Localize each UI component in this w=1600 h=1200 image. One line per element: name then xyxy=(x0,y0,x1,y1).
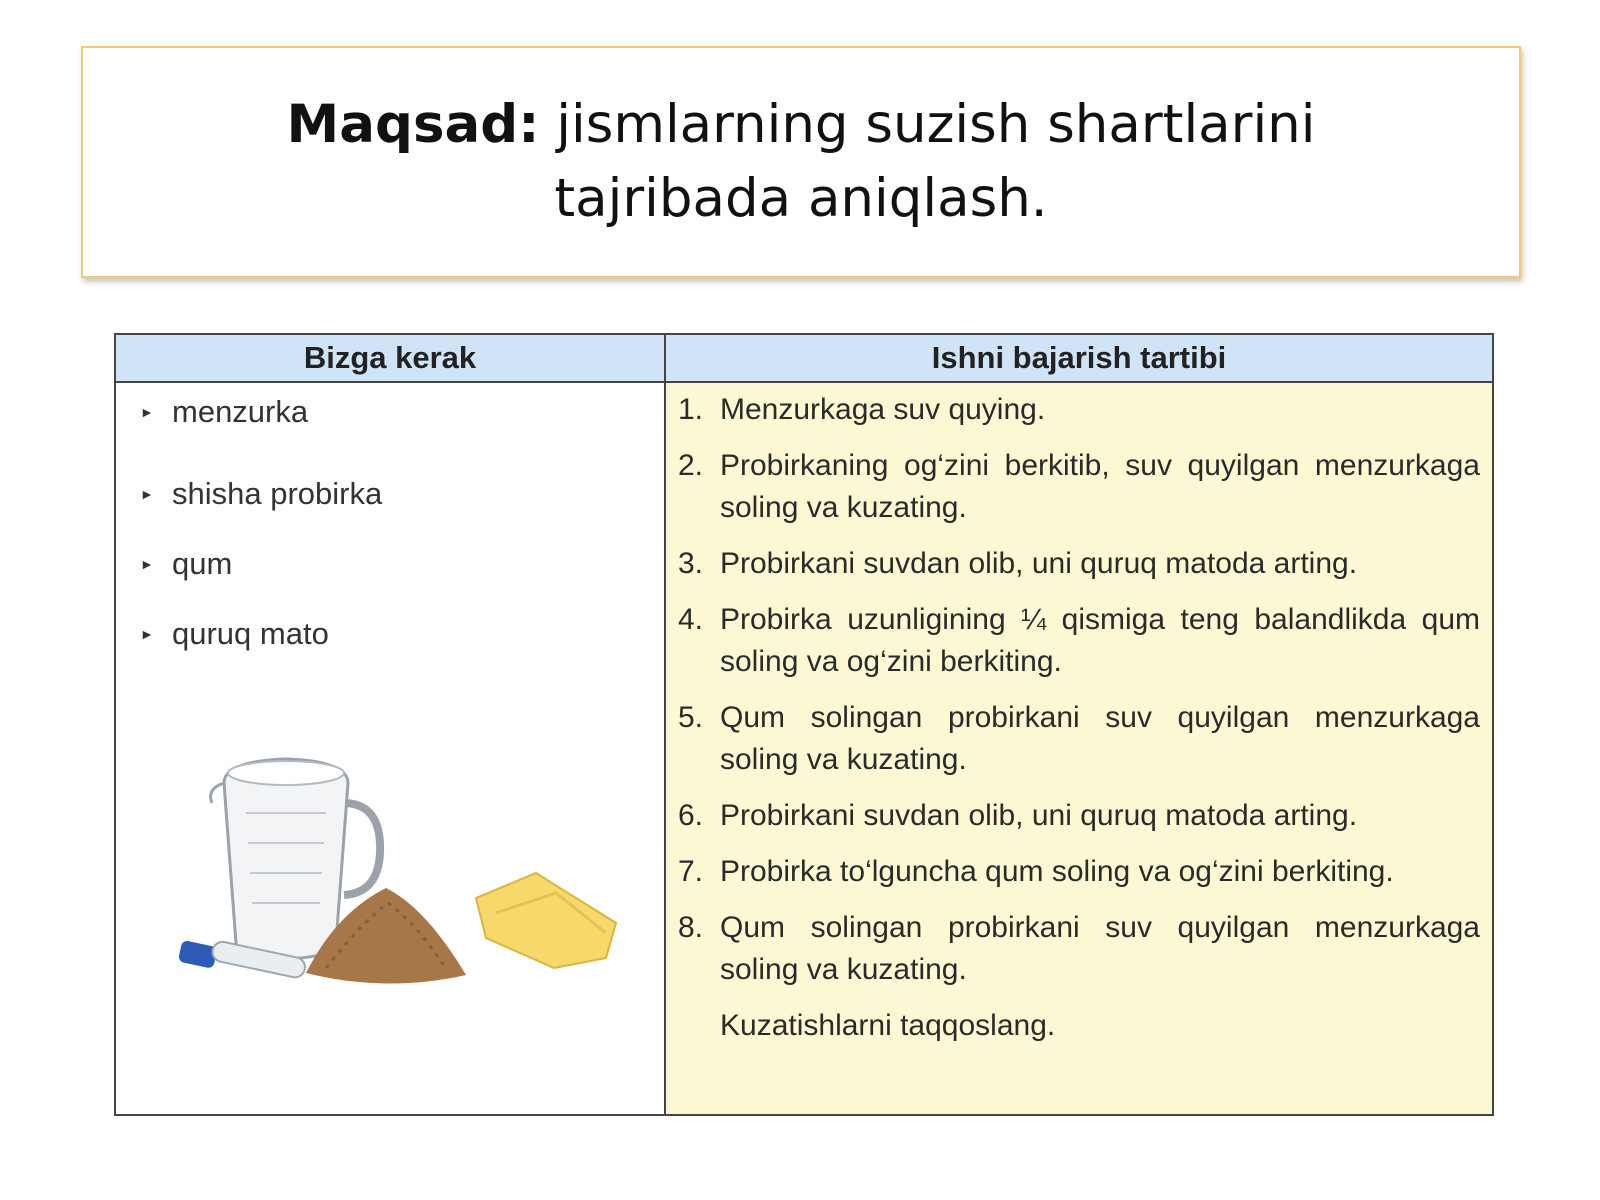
list-item xyxy=(140,389,664,435)
materials-cell xyxy=(116,383,666,1114)
list-item xyxy=(140,599,664,669)
step-text: Probirka to‘lguncha qum soling va og‘zini berkiting. xyxy=(720,855,1394,888)
step-number: 5. xyxy=(678,701,704,734)
cloth-icon xyxy=(476,873,616,968)
material-label: qum xyxy=(172,546,233,581)
list-item xyxy=(140,459,664,529)
step-text: Qum solingan probirkani suv quyilgan menzurkaga soling va kuzating. xyxy=(720,911,1480,986)
header-materials: Bizga kerak xyxy=(116,335,666,383)
bullet-arrow-icon: ► xyxy=(140,556,154,572)
step-text: Qum solingan probirkani suv quyilgan menzurkaga soling va kuzating. xyxy=(720,701,1480,776)
step-text: Probirkani suvdan olib, uni quruq matoda arting. xyxy=(720,799,1358,832)
material-label: shisha probirka xyxy=(172,476,383,511)
step-row xyxy=(678,851,1480,893)
bullet-arrow-icon: ► xyxy=(140,626,154,642)
step-row xyxy=(678,389,1480,431)
step-text: Probirkani suvdan olib, uni quruq matoda arting. xyxy=(720,547,1358,580)
step-text: Probirka uzunligining ¼ qismiga teng balandlikda qum soling va og‘zini berkiting. xyxy=(720,603,1480,678)
lab-materials-illustration xyxy=(176,743,636,1023)
step-number: 6. xyxy=(678,799,704,832)
experiment-table xyxy=(114,333,1494,1116)
step-row xyxy=(678,795,1480,837)
step-row xyxy=(678,599,1480,683)
page-title xyxy=(181,88,1421,236)
step-number: 2. xyxy=(678,449,704,482)
title-label: Maqsad: xyxy=(286,94,540,155)
step-row xyxy=(678,697,1480,781)
step-number: 3. xyxy=(678,547,704,580)
title-box xyxy=(81,46,1521,278)
material-label: menzurka xyxy=(172,394,309,429)
step-text: Probirkaning og‘zini berkitib, suv quyilgan menzurkaga soling va kuzating. xyxy=(720,449,1480,524)
step-row xyxy=(678,907,1480,991)
final-instruction: Kuzatishlarni taqqoslang. xyxy=(720,1009,1056,1042)
material-label: quruq mato xyxy=(172,616,329,651)
step-number: 8. xyxy=(678,911,704,944)
step-row xyxy=(678,445,1480,529)
list-item xyxy=(140,529,664,599)
header-procedure: Ishni bajarish tartibi xyxy=(666,335,1492,383)
step-number: 1. xyxy=(678,393,704,426)
bullet-arrow-icon: ► xyxy=(140,486,154,502)
step-number: 4. xyxy=(678,603,704,636)
materials-list xyxy=(116,383,664,669)
procedure-cell xyxy=(666,383,1492,1114)
bullet-arrow-icon: ► xyxy=(140,404,154,420)
step-number: 7. xyxy=(678,855,704,888)
step-text: Menzurkaga suv quying. xyxy=(720,393,1046,426)
title-text: jismlarning suzish shartlarini tajribada aniqlash. xyxy=(554,94,1316,229)
step-row xyxy=(678,543,1480,585)
